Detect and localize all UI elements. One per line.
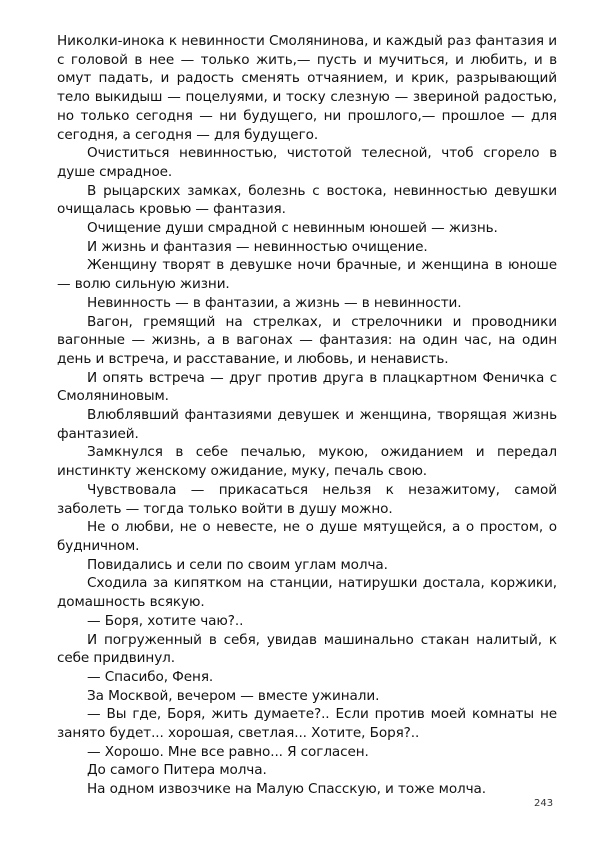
paragraph: Николки-инока к невинности Смолянинова, и каждый раз фантазия и с головой в нее — только жить,— пусть и мучиться, и любить, и в омут падать, и радость сменять отчаянием, и крик, разрывающий тело выкидыш — поцелуями, и тоску слезную — звериной радостью, но только сегодня — ни будущего, ни прошлого,— прошлое — для сегодня, а сегодня — для будущего. [57, 33, 557, 143]
paragraph: Не о любви, не о невесте, не о душе мятущейся, а о простом, о будничном. [57, 519, 557, 554]
paragraph: И погруженный в себя, увидав машинально стакан налитый, к себе придвинул. [57, 631, 557, 667]
paragraph: — Боря, хотите чаю?.. [87, 612, 244, 629]
paragraph: — Хорошо. Мне все равно... Я согласен. [87, 743, 369, 760]
paragraph: Сходила за кипятком на станции, натирушки достала, коржики, домашность всякую. [57, 575, 557, 611]
paragraph: Влюблявший фантазиями девушек и женщина, творящая жизнь фантазией. [57, 407, 557, 442]
paragraph: Очищение души смрадной с невинным юношей — жизнь. [87, 220, 498, 237]
paragraph: До самого Питера молча. [87, 762, 267, 779]
paragraph: И опять встреча — друг против друга в плацкартном Феничка с Смоляниновым. [57, 369, 557, 405]
paragraph: Невинность — в фантазии, а жизнь — в невинности. [87, 294, 462, 311]
paragraph: Женщину творят в девушке ночи брачные, и женщина в юноше — волю сильную жизни. [57, 257, 557, 293]
paragraph: — Спасибо, Феня. [87, 668, 214, 685]
paragraph: За Москвой, вечером — вместе ужинали. [87, 687, 380, 704]
paragraph: Замкнулся в себе печалью, мукою, ожиданием и передал инстинкту женскому ожидание, муку, печаль свою. [57, 444, 557, 480]
paragraph: На одном извозчике на Малую Спасскую, и тоже молча. [87, 781, 487, 798]
paragraph: Очиститься невинностью, чистотой телесной, чтоб сгорело в душе смрадное. [57, 145, 557, 180]
body-text [57, 32, 557, 799]
paragraph: Повидались и сели по своим углам молча. [87, 556, 388, 573]
page-number: 243 [534, 798, 554, 809]
paragraph: — Вы где, Боря, жить думаете?.. Если против моей комнаты не занято будет... хорошая, светлая... Хотите, Боря?.. [57, 706, 557, 742]
paragraph: Вагон, гремящий на стрелках, и стрелочники и проводники вагонные — жизнь, а в вагонах — фантазия: на один час, на один день и встреча, и расставание, и любовь, и ненависть. [57, 313, 557, 367]
paragraph: Чувствовала — прикасаться нельзя к незажитому, самой заболеть — тогда только войти в душу можно. [57, 481, 557, 517]
paragraph: В рыцарских замках, болезнь с востока, невинностью девушки очищалась кровью — фантазия. [57, 182, 557, 218]
paragraph: И жизнь и фантазия — невинностью очищение. [87, 238, 428, 255]
